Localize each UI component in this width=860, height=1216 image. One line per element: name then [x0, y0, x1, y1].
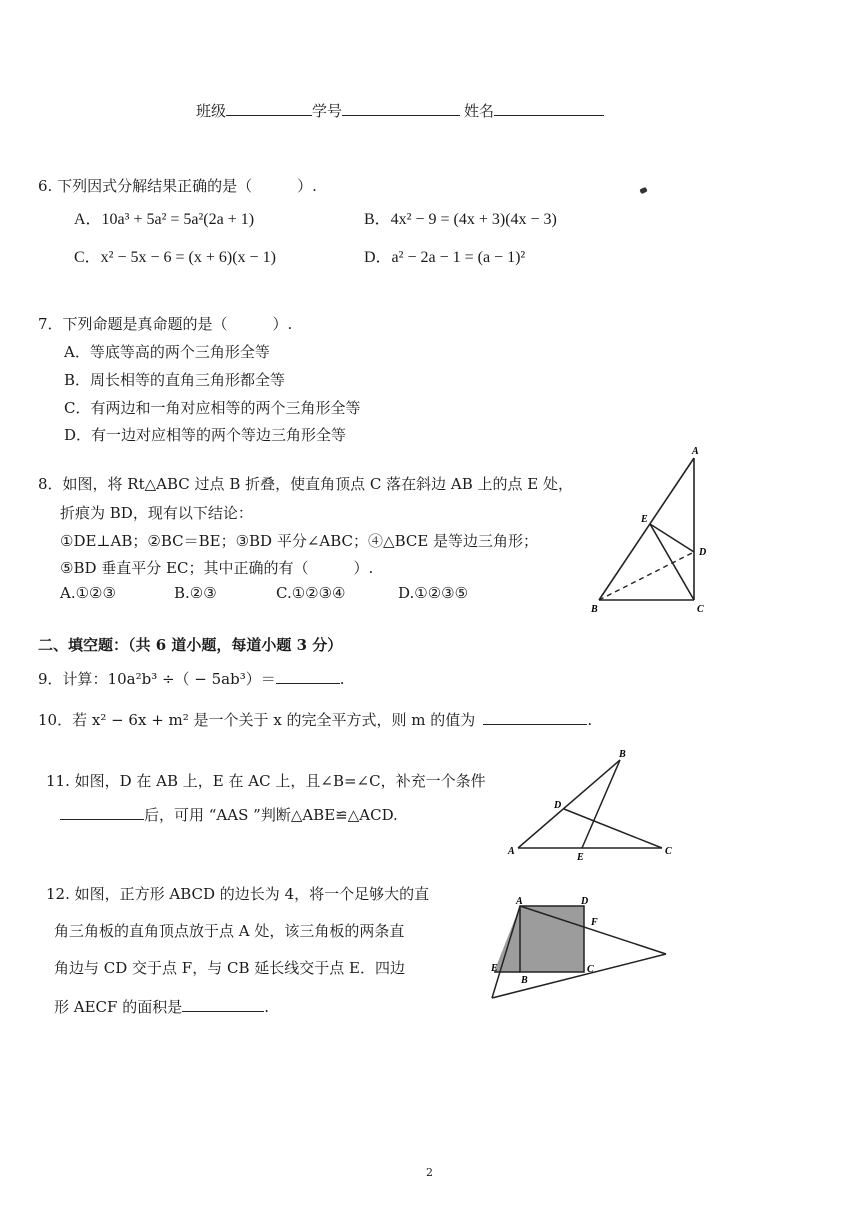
q6-option-a: A．10a³ + 5a² = 5a²(2a + 1) [74, 211, 255, 228]
q10-end: . [587, 711, 593, 729]
q8-line2: 折痕为 BD，现有以下结论： [60, 504, 253, 522]
q12-answer-blank[interactable] [182, 997, 264, 1012]
q10-text: 10．若 x² − 6x + m² 是一个关于 x 的完全平方式，则 m 的值为 [38, 711, 476, 729]
class-blank[interactable] [226, 101, 312, 116]
q9-end: . [339, 670, 345, 688]
q12-line1: 12. 如图，正方形 ABCD 的边长为 4，将一个足够大的直 [46, 885, 430, 903]
q12-label-d: D [581, 896, 589, 907]
q6-option-c: C．x² − 5x − 6 = (x + 6)(x − 1) [74, 249, 276, 266]
q9-answer-blank[interactable] [276, 669, 340, 684]
student-info-header [196, 100, 604, 121]
stray-mark [639, 187, 647, 194]
q10-line [38, 709, 592, 730]
q12-line2: 角三角板的直角顶点放于点 A 处，该三角板的两条直 [54, 922, 405, 940]
number-blank[interactable] [342, 101, 460, 116]
name-blank[interactable] [494, 101, 604, 116]
q12-label-b: B [521, 975, 528, 986]
q8-option-b: B.②③ [174, 584, 217, 602]
q11-line2: 后，可用 “AAS ”判断△ABE≌△ACD. [144, 806, 398, 824]
q11-label-b: B [619, 749, 626, 760]
q7-option-c: C．有两边和一角对应相等的两个三角形全等 [64, 399, 361, 417]
q6-option-b: B．4x² − 9 = (4x + 3)(4x − 3) [364, 211, 557, 228]
page-number: 2 [426, 1166, 433, 1179]
q12-label-a: A [516, 896, 523, 907]
q12-label-e: E [491, 963, 498, 974]
q12-square-figure [486, 890, 676, 1010]
q11-label-d: D [554, 800, 562, 811]
q8-label-d: D [699, 547, 707, 558]
q6-option-d: D．a² − 2a − 1 = (a − 1)² [364, 249, 526, 266]
q7-option-a: A．等底等高的两个三角形全等 [64, 343, 270, 361]
name-label: 姓名 [464, 102, 495, 120]
q12-line3: 角边与 CD 交于点 F，与 CB 延长线交于点 E．四边 [54, 959, 405, 977]
q11-triangle-figure [504, 744, 684, 866]
q8-label-c: C [697, 604, 704, 615]
q9-text: 9．计算：10a²b³ ÷（ − 5ab³）＝ [38, 670, 276, 688]
q12-end: . [264, 998, 269, 1016]
q11-line1: 11. 如图，D 在 AB 上，E 在 AC 上，且∠B=∠C，补充一个条件 [46, 772, 486, 790]
q8-line4: ⑤BD 垂直平分 EC；其中正确的有（ ）. [60, 559, 374, 577]
number-label: 学号 [312, 102, 343, 120]
section-2-title: 二、填空题：（共 6 道小题，每道小题 3 分） [38, 636, 343, 654]
q8-option-a: A.①②③ [60, 584, 116, 602]
q12-line4: 形 AECF 的面积是 [54, 998, 183, 1016]
q8-line1: 8．如图，将 Rt△ABC 过点 B 折叠，使直角顶点 C 落在斜边 AB 上的点 E 处， [38, 475, 574, 493]
q7-option-d: D．有一边对应相等的两个等边三角形全等 [64, 426, 347, 444]
q12-label-c: C [587, 964, 594, 975]
q11-label-c: C [665, 846, 672, 857]
q8-label-a: A [692, 446, 699, 457]
q8-line3: ①DE⊥AB；②BC＝BE；③BD 平分∠ABC；④△BCE 是等边三角形； [60, 532, 539, 550]
q10-answer-blank[interactable] [483, 710, 587, 725]
q9-line [38, 668, 345, 689]
q11-label-a: A [508, 846, 515, 857]
q8-option-d: D.①②③⑤ [398, 584, 469, 602]
q12-line4-wrap [54, 996, 269, 1017]
q8-label-e: E [641, 514, 648, 525]
q7-stem: 7．下列命题是真命题的是（ ）. [38, 315, 293, 333]
q8-option-c: C.①②③④ [276, 584, 346, 602]
class-label: 班级 [196, 102, 227, 120]
q7-option-b: B．周长相等的直角三角形都全等 [64, 371, 286, 389]
q12-label-f: F [591, 917, 598, 928]
q11-label-e: E [577, 852, 584, 863]
q8-label-b: B [591, 604, 598, 615]
q6-stem: 6. 下列因式分解结果正确的是（ ）. [38, 177, 317, 195]
q11-line2-wrap [60, 804, 398, 825]
q11-answer-blank[interactable] [60, 805, 144, 820]
q8-triangle-figure [580, 442, 720, 617]
